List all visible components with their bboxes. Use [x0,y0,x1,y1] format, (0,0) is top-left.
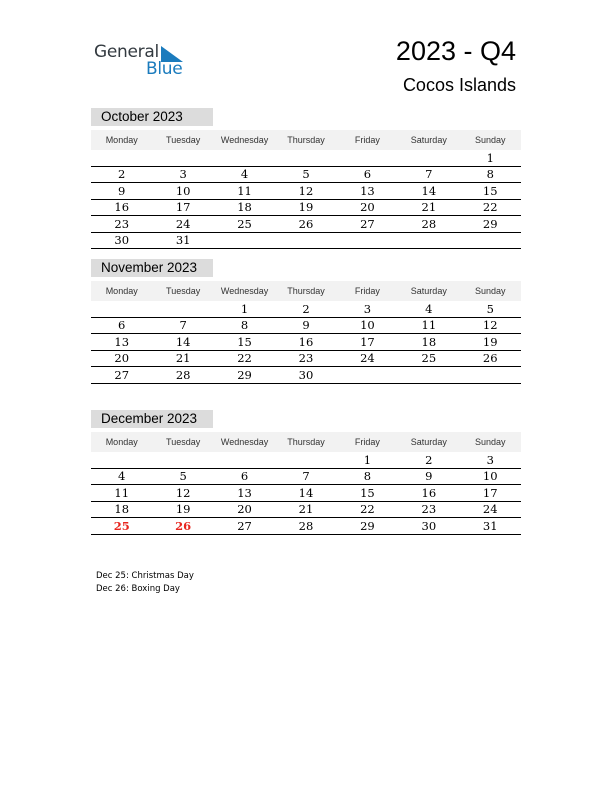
generalblue-logo [94,42,194,82]
week-row [91,167,521,184]
day-cell: 27 [114,367,130,382]
day-cell: 13 [360,183,375,198]
day-cell: 21 [421,200,437,214]
day-cell: 20 [360,200,375,214]
day-cell [91,165,152,166]
day-cell: 10 [360,318,375,332]
weekday-label: Friday [354,286,380,296]
day-cell: 5 [486,301,494,316]
day-cell: 19 [175,502,191,516]
day-cell [460,247,521,248]
weekday-label: Sunday [474,135,506,145]
day-cell: 25 [237,216,252,231]
day-cell: 16 [298,334,314,349]
day-cell: 22 [482,200,498,214]
month-title: December 2023 [91,410,213,428]
weekday-label: Wednesday [220,437,269,447]
day-cell: 24 [175,216,191,231]
day-cell: 18 [114,502,130,516]
day-cell: 30 [298,367,314,382]
weekday-label: Sunday [474,437,506,447]
day-cell: 4 [118,469,126,483]
day-cell: 4 [240,167,249,181]
day-cell: 6 [363,167,372,181]
week-row [91,200,521,217]
day-cell: 10 [482,469,498,483]
day-cell: 12 [298,183,314,198]
day-cell: 18 [421,334,437,349]
day-cell [275,165,336,166]
day-cell: 5 [302,167,310,181]
day-cell: 15 [360,485,375,500]
day-cell: 19 [298,200,314,214]
day-cell: 30 [114,233,130,247]
day-cell [275,467,336,468]
day-cell: 31 [482,518,498,533]
day-cell: 11 [421,318,437,332]
day-cell: 3 [486,452,494,467]
day-cell: 17 [175,200,191,214]
day-cell [275,247,336,248]
day-cell: 23 [114,216,130,231]
day-cell: 20 [114,351,130,365]
day-cell: 4 [425,301,433,316]
day-cell [152,165,213,166]
weekday-label: Saturday [410,135,447,145]
week-row [91,334,521,351]
week-row [91,183,521,200]
day-cell: 27 [360,216,375,231]
weekday-label: Monday [105,437,138,447]
day-cell: 22 [360,502,375,516]
day-cell [214,165,275,166]
day-cell: 25 [421,351,437,365]
day-cell [337,247,398,248]
weekday-header-row [91,130,521,150]
weekday-label: Tuesday [166,135,201,145]
day-cell: 30 [421,518,437,533]
weekday-label: Tuesday [166,437,201,447]
day-cell: 14 [298,485,314,500]
day-cell: 17 [360,334,375,349]
day-cell: 7 [302,469,310,483]
day-cell [460,382,521,383]
weekday-label: Monday [105,135,138,145]
day-cell: 1 [240,301,249,316]
day-cell: 16 [421,485,437,500]
day-cell: 12 [175,485,191,500]
day-cell: 3 [179,167,187,181]
day-cell: 1 [486,150,494,165]
day-cell: 13 [114,334,130,349]
day-cell: 9 [302,318,310,332]
holiday-note: Dec 25: Christmas Day [96,571,194,581]
day-cell: 11 [114,485,130,500]
day-cell: 7 [425,167,433,181]
day-cell: 29 [360,518,375,533]
day-cell: 27 [237,518,252,533]
day-cell: 26 [175,518,192,533]
day-cell: 9 [425,469,433,483]
weekday-header-row [91,432,521,452]
day-cell [91,316,152,317]
day-cell: 28 [175,367,191,382]
day-cell: 3 [363,301,372,316]
month-october [91,108,521,249]
week-row [91,351,521,368]
weekday-label: Wednesday [220,135,269,145]
day-cell [337,165,398,166]
month-title: October 2023 [91,108,213,126]
logo-text-general: General [94,42,159,62]
weekday-label: Tuesday [166,286,201,296]
holiday-note: Dec 26: Boxing Day [96,584,180,594]
quarter-title: 2023 - Q4 [395,36,516,66]
day-cell [214,247,275,248]
day-cell: 21 [298,502,314,516]
weekday-label: Thursday [287,286,325,296]
day-cell: 18 [237,200,252,214]
day-cell: 12 [482,318,498,332]
weekday-label: Sunday [474,286,506,296]
day-cell: 16 [114,200,130,214]
day-cell: 21 [175,351,191,365]
day-cell: 9 [118,183,126,198]
week-row [91,318,521,335]
weekday-label: Monday [105,286,138,296]
day-cell [214,467,275,468]
holiday-notes [96,570,194,596]
day-cell: 29 [237,367,252,382]
week-row [91,485,521,502]
week-row [91,502,521,519]
day-cell [152,467,213,468]
day-cell: 23 [421,502,437,516]
day-cell: 15 [482,183,498,198]
day-cell: 8 [363,469,372,483]
country-name: Cocos Islands [402,75,516,95]
day-cell: 24 [482,502,498,516]
month-title: November 2023 [91,259,213,277]
week-row [91,452,521,469]
logo-text-blue: Blue [146,59,183,79]
day-cell: 19 [482,334,498,349]
weekday-label: Friday [354,135,380,145]
day-cell: 2 [302,301,310,316]
day-cell: 2 [118,167,126,181]
day-cell: 8 [240,318,249,332]
day-cell [337,382,398,383]
weekday-label: Saturday [410,286,447,296]
day-cell [398,165,459,166]
day-cell: 28 [298,518,314,533]
day-cell: 17 [482,485,498,500]
day-cell: 5 [179,469,187,483]
day-cell: 6 [118,318,126,332]
week-row [91,216,521,233]
day-cell: 8 [486,167,494,181]
day-cell [152,316,213,317]
month-december [91,410,521,535]
week-row [91,367,521,384]
weekday-label: Thursday [287,135,325,145]
day-cell: 22 [237,351,252,365]
day-cell: 7 [179,318,187,332]
day-cell [398,247,459,248]
day-cell: 28 [421,216,437,231]
weekday-label: Friday [354,437,380,447]
day-cell: 14 [175,334,191,349]
week-row [91,469,521,486]
day-cell [91,467,152,468]
day-cell: 11 [237,183,252,198]
day-cell: 1 [363,452,372,467]
day-cell: 6 [240,469,249,483]
day-cell: 2 [425,452,433,467]
weekday-header-row [91,281,521,301]
week-row [91,150,521,167]
day-cell: 25 [113,518,130,533]
day-cell: 10 [175,183,191,198]
day-cell: 24 [360,351,375,365]
day-cell: 26 [482,351,498,365]
day-cell: 13 [237,485,252,500]
month-november [91,259,521,384]
day-cell: 23 [298,351,314,365]
day-cell: 26 [298,216,314,231]
week-row [91,233,521,250]
week-row [91,518,521,535]
weekday-label: Saturday [410,437,447,447]
weekday-label: Thursday [287,437,325,447]
day-cell: 31 [175,233,191,247]
weekday-label: Wednesday [220,286,269,296]
day-cell: 14 [421,183,437,198]
day-cell: 15 [237,334,252,349]
day-cell [398,382,459,383]
day-cell: 20 [237,502,252,516]
week-row [91,301,521,318]
day-cell: 29 [482,216,498,231]
